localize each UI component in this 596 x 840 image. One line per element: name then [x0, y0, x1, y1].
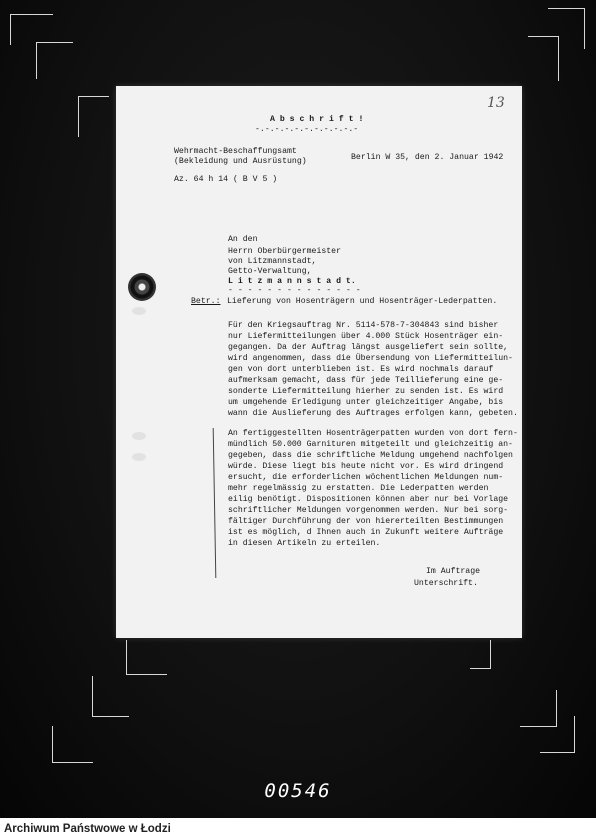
text-line: gegangen. Da der Auftrag längst ausgeliefert sein sollte, [228, 343, 509, 352]
text-line: eilig benötigt. Dispositionen können aber nur bei Vorlage [228, 495, 509, 504]
sender-line-1: Wehrmacht-Beschaffungsamt [174, 147, 297, 156]
corner-mark [92, 676, 129, 717]
text-line: würde. Diese liegt bis heute nicht vor. Es wird dringend [228, 462, 504, 471]
document-page [116, 86, 522, 638]
faint-hole-mark [132, 307, 146, 315]
text-line: gen von dort unterblieben ist. Es wird nochmals darauf [228, 365, 494, 374]
text-line: sonderte Liefermitteilung hierher zu senden ist. Es wird [228, 387, 504, 396]
corner-mark [540, 716, 575, 753]
recipient-city: L i t z m a n n s t a d t. [228, 277, 356, 286]
text-line: in diesen Artikeln zu erteilen. [228, 539, 381, 548]
recipient-line: von Litzmannstadt, [228, 257, 317, 266]
recipient-line: Getto-Verwaltung, [228, 267, 312, 276]
closing-line-2: Unterschrift. [414, 579, 478, 588]
faint-hole-mark [132, 453, 146, 461]
place-date: Berlin W 35, den 2. Januar 1942 [351, 153, 504, 162]
corner-mark [548, 8, 585, 49]
faint-hole-mark [132, 432, 146, 440]
text-line: Für den Kriegsauftrag Nr. 5114-578-7-304843 sind bisher [228, 321, 499, 330]
text-line: mündlich 50.000 Garnituren mitgeteilt und gleichzeitig an- [228, 440, 513, 449]
recipient-underline: - - - - - - - - - - - - - - [228, 286, 361, 295]
text-line: An fertiggestellten Hosenträgerpatten wurden von dort fern- [228, 429, 518, 438]
text-line: nur Liefermitteilungen über 4.000 Stück Hosenträger ein- [228, 332, 504, 341]
text-line: schriftlicher Meldungen vorgenommen werden. Nur bei sorg- [228, 506, 509, 515]
text-line: mehr regelmässig zu erstatten. Die Lederpatten werden [228, 484, 489, 493]
text-line: gegeben, dass die schriftliche Meldung umgehend nachfolgen [228, 451, 513, 460]
corner-mark [36, 42, 73, 79]
corner-mark [78, 96, 109, 137]
closing-line-1: Im Auftrage [426, 567, 481, 576]
recipient-line: An den [228, 235, 258, 244]
text-line: ist es möglich, d Ihnen auch in Zukunft weitere Aufträge [228, 528, 504, 537]
document-title: A b s c h r i f t ! [270, 115, 364, 124]
text-line: wann die Auslieferung des Auftrages erfolgen kann, gebeten. [228, 409, 518, 418]
corner-mark [52, 726, 93, 763]
archive-footer: Archiwum Państwowe w Łodzi [0, 818, 596, 840]
subject-text: Lieferung von Hosenträgern und Hosenträger-Lederpatten. [227, 297, 498, 306]
text-line: fältiger Durchführung der von hiererteilten Bestimmungen [228, 517, 504, 526]
text-line: um umgehende Erledigung unter gleichzeitiger Angabe, bis [228, 398, 504, 407]
corner-mark [126, 640, 167, 675]
frame-number: 00546 [264, 780, 332, 802]
title-underline: -.-.-.-.-.-.-.-.-.-.- [255, 125, 359, 134]
text-line: aufmerksam gemacht, dass für jede Teillieferung eine ge- [228, 376, 504, 385]
handwritten-page-number: 13 [487, 95, 505, 111]
text-line: wird angenommen, dass die Übersendung von Liefermitteilun- [228, 354, 513, 363]
text-line: ersucht, die erforderlichen wöchentlichen Meldungen num- [228, 473, 504, 482]
corner-mark [470, 640, 491, 669]
subject-label: Betr.: [191, 297, 221, 306]
recipient-line: Herrn Oberbürgermeister [228, 247, 342, 256]
reference: Az. 64 h 14 ( B V 5 ) [174, 175, 278, 184]
sender-line-2: (Bekleidung und Ausrüstung) [174, 157, 307, 166]
punch-hole [128, 273, 156, 301]
corner-mark [10, 14, 53, 45]
